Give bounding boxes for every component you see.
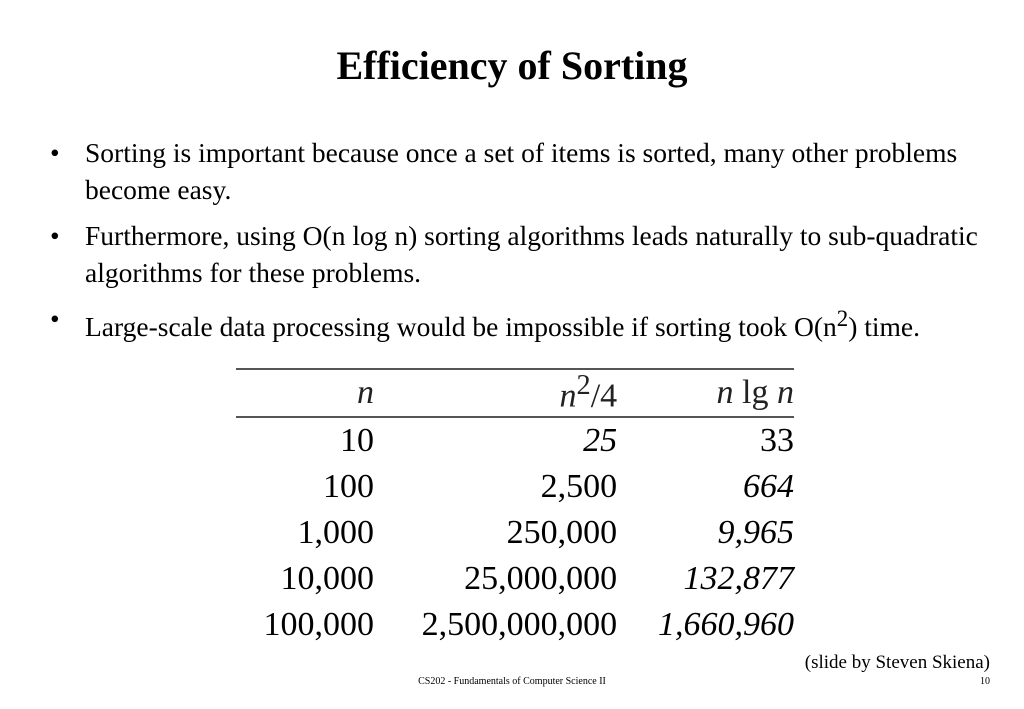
- bullet-text: Sorting is important because once a set of items is sorted, many other problems become easy.: [85, 137, 958, 205]
- cell-nlgn: 9,965: [717, 514, 794, 551]
- table-row: [236, 510, 794, 556]
- bullet-superscript: 2: [836, 306, 849, 331]
- bullet-icon: •: [50, 137, 60, 168]
- cell-n: 100: [322, 468, 374, 505]
- cell-nlgn: 1,660,960: [658, 606, 794, 643]
- bullet-item: [50, 300, 1000, 345]
- table-row: [236, 556, 794, 602]
- bullet-text: Furthermore, using O(n log n) sorting algorithms leads naturally to sub-quadratic algorithms for these problems.: [85, 220, 978, 288]
- bullet-item: [50, 134, 1000, 208]
- header-n2-base: n: [559, 377, 577, 415]
- table-header-row: [236, 369, 794, 417]
- header-n-squared-over-4: [374, 369, 617, 417]
- bullet-list: [50, 134, 1000, 354]
- growth-rate-table: [236, 368, 794, 648]
- footer-page-number: 10: [980, 676, 990, 687]
- cell-nlgn: 33: [760, 422, 794, 459]
- header-n: [236, 369, 374, 417]
- cell-n2-4: 2,500: [540, 468, 618, 505]
- cell-n2-4: 25: [583, 422, 618, 459]
- cell-n: 100,000: [263, 606, 374, 643]
- cell-n: 1,000: [297, 514, 374, 551]
- cell-n: 10,000: [280, 560, 374, 597]
- header-n-lg-n: [617, 369, 794, 417]
- cell-nlgn: 664: [743, 468, 794, 505]
- table-row: [236, 417, 794, 464]
- cell-n2-4: 2,500,000,000: [421, 606, 618, 643]
- cell-n: 10: [339, 422, 374, 459]
- growth-table-container: [236, 368, 794, 648]
- footer-course-name: CS202 - Fundamentals of Computer Science II: [418, 676, 606, 687]
- table-row: [236, 602, 794, 648]
- bullet-text-before: Large-scale data processing would be impossible if sorting took O(n: [85, 311, 837, 343]
- header-n2-exp: 2: [576, 370, 591, 402]
- header-nlg-lg: lg: [742, 374, 769, 411]
- header-n2-div: /4: [590, 377, 618, 415]
- slide-credit: (slide by Steven Skiena): [804, 652, 990, 673]
- header-nlg-n1: n: [716, 374, 734, 411]
- header-n-text: n: [356, 374, 374, 411]
- table-row: [236, 464, 794, 510]
- cell-nlgn: 132,877: [683, 560, 794, 597]
- slide-title: Efficiency of Sorting: [336, 43, 688, 88]
- bullet-icon: •: [50, 220, 60, 251]
- bullet-icon: •: [50, 303, 60, 334]
- bullet-item: [50, 217, 1000, 291]
- cell-n2-4: 250,000: [506, 514, 618, 551]
- header-nlg-n2: n: [777, 374, 794, 411]
- cell-n2-4: 25,000,000: [464, 560, 618, 597]
- bullet-text-after: ) time.: [848, 311, 921, 343]
